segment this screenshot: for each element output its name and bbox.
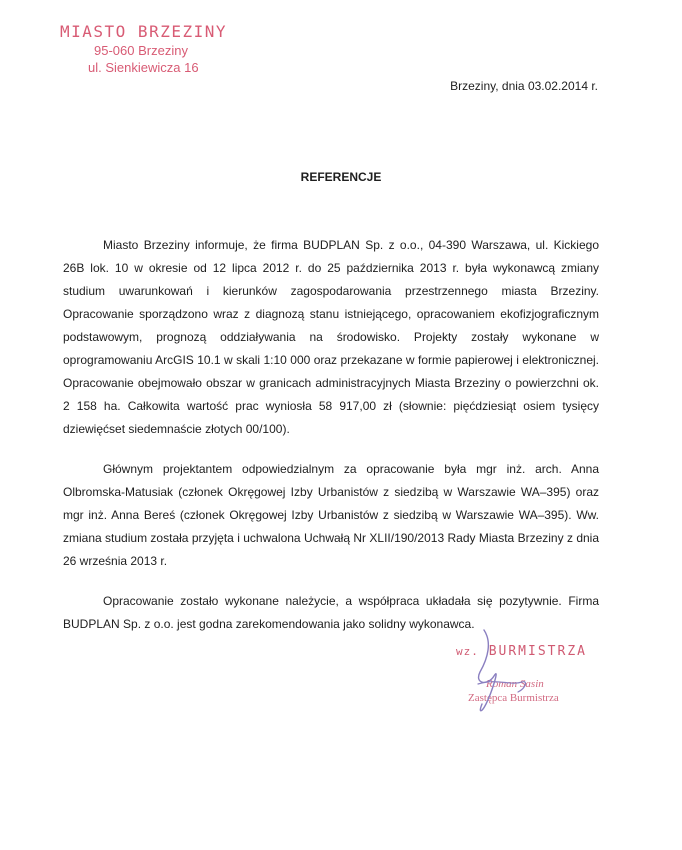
stamp-city-name: MIASTO BRZEZINY bbox=[60, 22, 227, 41]
city-stamp bbox=[60, 22, 260, 76]
signature-prefix: wz. bbox=[456, 645, 479, 658]
signature-block bbox=[448, 628, 648, 718]
signature-office: BURMISTRZA bbox=[488, 644, 587, 659]
stamp-street: ul. Sienkiewicza 16 bbox=[88, 60, 199, 75]
document-date: Brzeziny, dnia 03.02.2014 r. bbox=[450, 79, 598, 93]
document-title: REFERENCJE bbox=[300, 170, 382, 184]
signatory-name: Roman Sasin bbox=[486, 678, 544, 690]
paragraph-3: Opracowanie zostało wykonane należycie, a współpraca układała się pozytywnie. Firma BUDPLAN Sp. z o.o. jest godna zarekomendowania jako solidny wykonawca. bbox=[63, 594, 599, 631]
signatory-role: Zastępca Burmistrza bbox=[468, 692, 559, 704]
paragraph-2: Głównym projektantem odpowiedzialnym za opracowanie była mgr inż. arch. Anna Olbromska-Matusiak (członek Okręgowej Izby Urbanistów z siedzibą w Warszawie WA–395) oraz mgr inż. Anna Bereś (członek Okręgowej Izby Urbanistów z siedzibą w Warszawie WA–395). Ww. zmiana studium została przyjęta i uchwalona Uchwałą Nr XLII/190/2013 Rady Miasta Brzeziny z dnia 26 września 2013 r. bbox=[63, 462, 599, 568]
document-body bbox=[63, 234, 599, 653]
stamp-postal-code: 95-060 Brzeziny bbox=[94, 43, 188, 58]
handwritten-signature bbox=[448, 628, 648, 718]
paragraph-1: Miasto Brzeziny informuje, że firma BUDPLAN Sp. z o.o., 04-390 Warszawa, ul. Kickiego 26B lok. 10 w okresie od 12 lipca 2012 r. do 25 października 2013 r. była wykonawcą zmiany studium uwarunkowań i kierunków zagospodarowania przestrzennego miasta Brzeziny. Opracowanie sporządzono wraz z diagnozą stanu istniejącego, opracowaniem ekofizjograficznym podstawowym, prognozą oddziaływania na środowisko. Projekty zostały wykonane w oprogramowaniu ArcGIS 10.1 w skali 1:10 000 oraz przekazane w formie papierowej i elektronicznej. Opracowanie obejmowało obszar w granicach administracyjnych Miasta Brzeziny o powierzchni ok. 2 158 ha. Całkowita wartość prac wyniosła 58 917,00 zł (słownie: pięćdziesiąt osiem tysięcy dziewięćset siedemnaście złotych 00/100). bbox=[63, 238, 599, 436]
